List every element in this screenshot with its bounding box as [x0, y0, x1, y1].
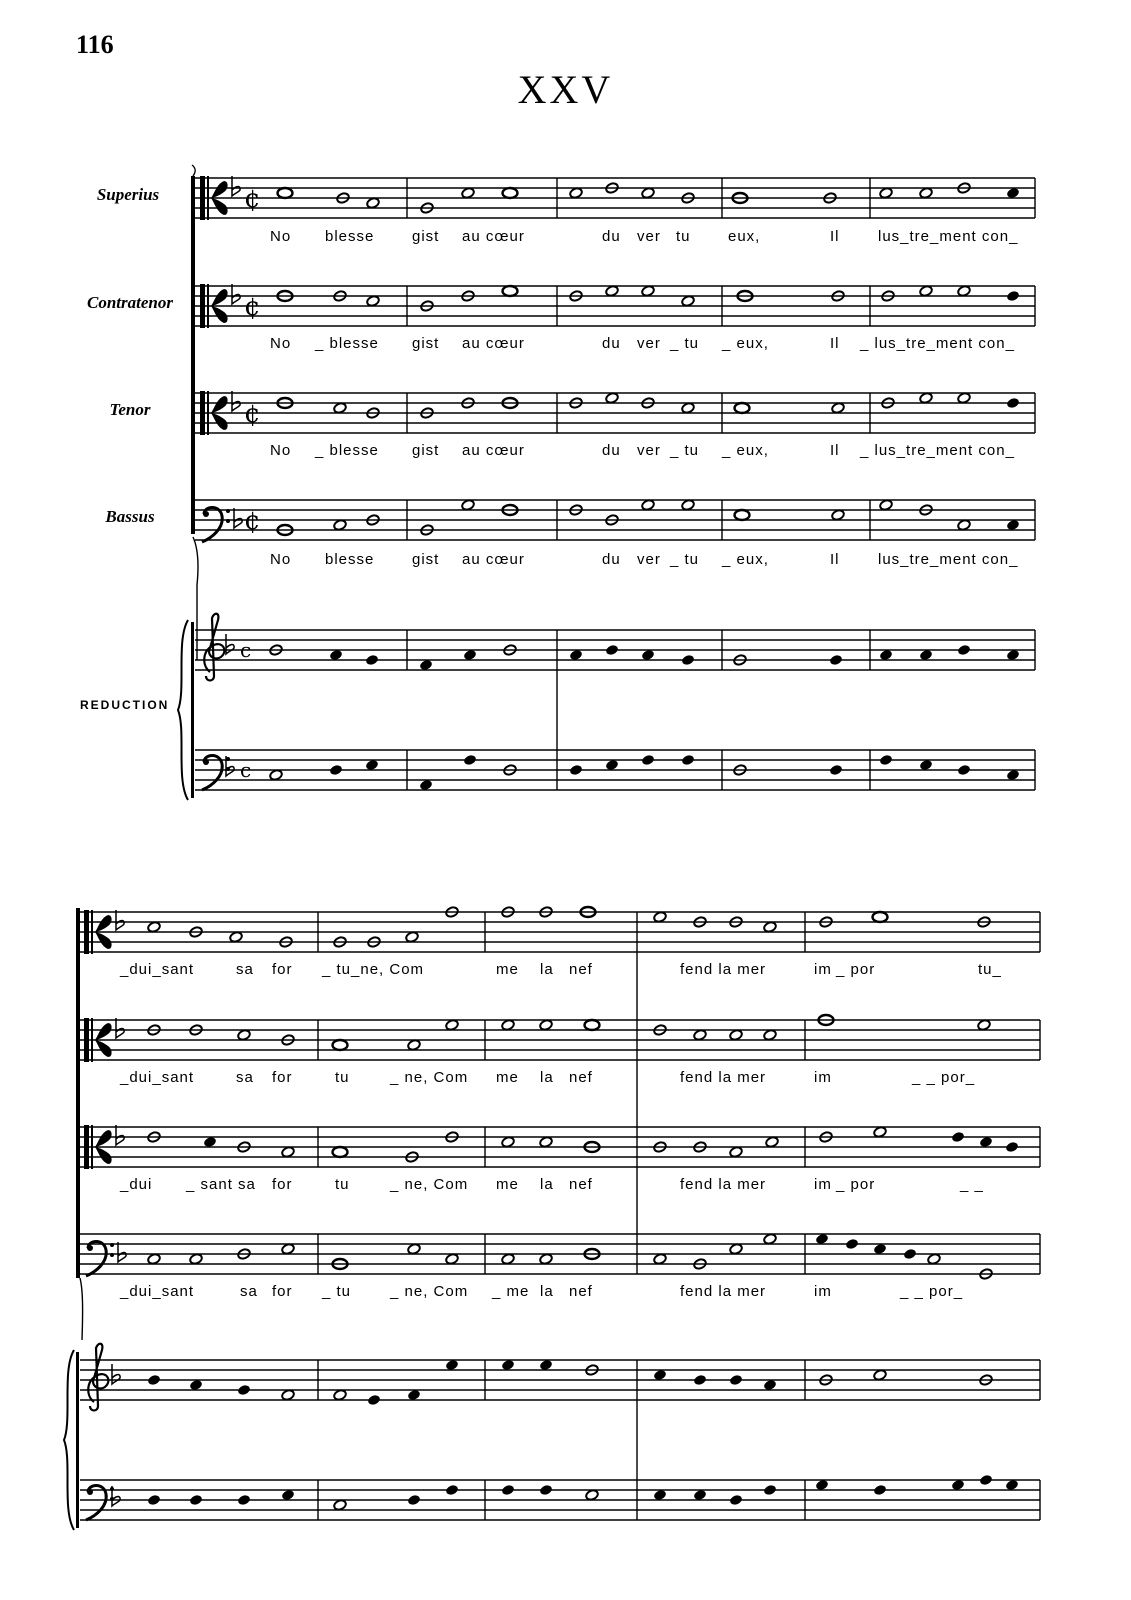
lyric: _ ne, Com: [390, 1069, 469, 1086]
lyric: Il: [830, 551, 840, 568]
lyric: _ eux,: [722, 551, 769, 568]
lyric: nef: [569, 1176, 593, 1193]
lyric: sa: [236, 1069, 254, 1086]
page-number: 116: [76, 30, 114, 59]
lyric: _ por: [836, 1176, 876, 1193]
lyric: im: [814, 961, 832, 978]
lyric: me: [496, 961, 519, 978]
lyric: sa: [236, 961, 254, 978]
lyric: _dui: [120, 1176, 153, 1193]
lyric: nef: [569, 1069, 593, 1086]
svg-text:c: c: [240, 758, 252, 782]
lyric: blesse: [325, 551, 375, 568]
lyric: _dui_sant: [120, 1283, 195, 1300]
lyric: tu: [335, 1176, 350, 1193]
svg-text:¢: ¢: [244, 506, 261, 536]
lyric: fend la mer: [680, 1283, 767, 1300]
lyric: _ _ por_: [912, 1069, 976, 1086]
lyric: _ blesse: [315, 335, 379, 352]
lyric: im: [814, 1176, 832, 1193]
lyric: gist: [412, 551, 440, 568]
lyric: lus_tre_ment con_: [878, 228, 1019, 245]
lyric: blesse: [325, 228, 375, 245]
lyric: _ _ por_: [900, 1283, 964, 1300]
lyric: nef: [569, 961, 593, 978]
lyric: for: [272, 1069, 293, 1086]
lyric: No: [270, 228, 292, 245]
lyric: ver: [637, 551, 661, 568]
lyric: me: [496, 1069, 519, 1086]
lyric: _ lus_tre_ment con_: [860, 442, 1015, 459]
lyric: _ lus_tre_ment con_: [860, 335, 1015, 352]
lyric: No: [270, 335, 292, 352]
lyric: fend la mer: [680, 1176, 767, 1193]
svg-text:¢: ¢: [244, 184, 261, 214]
lyric: du: [602, 335, 621, 352]
lyric: _dui_sant: [120, 1069, 195, 1086]
lyric: for: [272, 961, 293, 978]
lyric: lus_tre_ment con_: [878, 551, 1019, 568]
lyric: sa: [240, 1283, 258, 1300]
lyric: la: [540, 1176, 554, 1193]
lyric: du: [602, 551, 621, 568]
lyric: _ blesse: [315, 442, 379, 459]
lyric: _ ne, Com: [390, 1283, 469, 1300]
lyric: tu_: [978, 961, 1002, 978]
lyric: du: [602, 442, 621, 459]
svg-text:c: c: [240, 638, 252, 662]
lyric: for: [272, 1283, 293, 1300]
lyric: im: [814, 1283, 832, 1300]
lyric: _ por: [836, 961, 876, 978]
lyric: _ tu: [670, 335, 700, 352]
piece-title: XXV: [517, 67, 614, 112]
lyric: fend la mer: [680, 961, 767, 978]
lyric: eux,: [728, 228, 761, 245]
voice-label-contratenor: Contratenor: [87, 293, 173, 312]
lyric: gist: [412, 228, 440, 245]
lyric: ver: [637, 228, 661, 245]
lyric: Il: [830, 228, 840, 245]
voice-label-tenor: Tenor: [109, 400, 151, 419]
lyric: _dui_sant: [120, 961, 195, 978]
lyric: _ tu: [670, 442, 700, 459]
lyric: No: [270, 551, 292, 568]
lyric: fend la mer: [680, 1069, 767, 1086]
svg-text:¢: ¢: [244, 399, 261, 429]
lyric: au cœur: [462, 228, 525, 245]
lyric: au cœur: [462, 335, 525, 352]
voice-label-superius: Superius: [96, 185, 160, 204]
lyric: tu: [335, 1069, 350, 1086]
lyric: la: [540, 961, 554, 978]
lyric: Il: [830, 335, 840, 352]
lyric: No: [270, 442, 292, 459]
lyric: tu: [676, 228, 691, 245]
lyric: me: [496, 1176, 519, 1193]
lyric: la: [540, 1283, 554, 1300]
lyric: Il: [830, 442, 840, 459]
lyric: du: [602, 228, 621, 245]
lyric: gist: [412, 335, 440, 352]
lyric: au cœur: [462, 442, 525, 459]
lyric: _ tu_ne, Com: [322, 961, 425, 978]
lyric: nef: [569, 1283, 593, 1300]
lyric: la: [540, 1069, 554, 1086]
lyric: gist: [412, 442, 440, 459]
lyric: for: [272, 1176, 293, 1193]
lyric: _ _: [960, 1176, 984, 1193]
lyric: _ ne, Com: [390, 1176, 469, 1193]
lyric: _ sant sa: [186, 1176, 256, 1193]
lyric: au cœur: [462, 551, 525, 568]
lyric: _ tu: [670, 551, 700, 568]
lyric: _ eux,: [722, 335, 769, 352]
lyric: ver: [637, 335, 661, 352]
lyric: _ tu: [322, 1283, 352, 1300]
svg-text:¢: ¢: [244, 292, 261, 322]
lyric: _ me: [492, 1283, 530, 1300]
reduction-label: REDUCTION: [80, 698, 170, 712]
lyric: _ eux,: [722, 442, 769, 459]
voice-label-bassus: Bassus: [105, 507, 155, 526]
lyric: ver: [637, 442, 661, 459]
lyric: im: [814, 1069, 832, 1086]
